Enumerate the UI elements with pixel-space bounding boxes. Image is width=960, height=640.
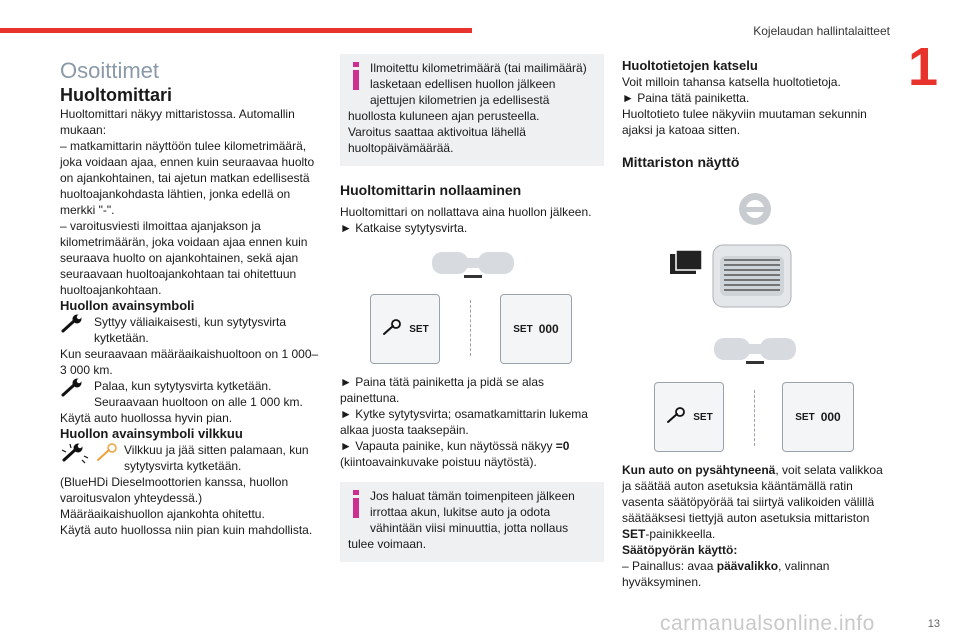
wrench-icon <box>60 314 94 338</box>
button-label: SET <box>693 411 713 423</box>
button-label: SET <box>409 323 429 335</box>
counter-label: 000 <box>820 410 841 424</box>
paragraph: ► Paina tätä painiketta. <box>622 91 750 105</box>
intro-text: Huoltomittari näkyy mittaristossa. Automallin mukaan: <box>60 107 295 137</box>
button-label: SET <box>513 323 533 335</box>
text-run: , voit selata valikkoa ja säätää auton asetuksia kääntämällä ratin vasenta säätöpyörää tai siirtyä valikoiden välillä säätääksesi tiettyjä auton asetuksia mittariston <box>622 463 883 525</box>
bullet-text: – matkamittarin näyttöön tulee kilometrimäärä, joka voidaan ajaa, ennen kuin seuraavaa huolto on ajankohtainen, tai ajetun matkan edellisestä huoltoajankohdasta lähtien, jonka edellä on merkki "-". <box>60 139 315 217</box>
subheading-wrench-flashing: Huollon avainsymboli vilkkuu <box>60 426 243 441</box>
paragraph: Voit milloin tahansa katsella huoltotietoja. <box>622 75 841 89</box>
paragraph: Huoltomittari on nollattava aina huollon jälkeen. <box>340 205 592 219</box>
wrench-icon <box>665 407 687 428</box>
icon-paragraph <box>60 442 324 474</box>
divider <box>754 390 755 446</box>
heading-view-service: Huoltotietojen katselu <box>622 58 758 73</box>
bold-run: Kun auto on pysähtyneenä <box>622 463 776 477</box>
thumbwheel-icon <box>712 244 792 313</box>
paragraph <box>622 462 888 542</box>
subheading-wrench-symbol: Huollon avainsymboli <box>60 298 195 313</box>
paragraph: Määräaikaishuollon ajankohta ohitettu. <box>60 507 265 521</box>
bold-run: päävalikko <box>716 559 779 573</box>
trip-reset-button[interactable] <box>782 382 854 452</box>
chapter-number: 1 <box>907 37 938 97</box>
paragraph: ► Paina tätä painiketta ja pidä se alas painettuna. <box>340 375 545 405</box>
paragraph: Käytä auto huollossa niin pian kuin mahdollista. <box>60 523 313 537</box>
info-box <box>340 54 604 166</box>
watermark: carmanualsonline.info <box>660 612 875 635</box>
steering-wheel-icon <box>736 190 774 233</box>
paragraph: Käytä auto huollossa hyvin pian. <box>60 411 233 425</box>
info-text: Jos haluat tämän toimenpiteen jälkeen irrottaa akun, lukitse auto ja odota vähintään viisi minuuttia, jotta nollaus tulee voimaan. <box>348 489 575 551</box>
info-box <box>340 482 604 562</box>
divider <box>470 300 471 356</box>
paragraph <box>622 558 888 590</box>
header-accent-bar <box>0 28 472 33</box>
paragraph: Kun seuraavaan määräaikaishuoltoon on 1 000–3 000 km. <box>60 347 319 377</box>
bold-run: SET <box>622 527 646 541</box>
counter-label: 000 <box>538 322 559 336</box>
text-run: ► Vapauta painike, kun näytössä näkyy <box>340 439 556 453</box>
info-icon <box>348 488 366 522</box>
paragraph: (BlueHDi Dieselmoottorien kanssa, huollon varoitusvalon yhteydessä.) <box>60 475 289 505</box>
paragraph: Palaa, kun sytytysvirta kytketään. Seuraavaan huoltoon on alle 1 000 km. <box>94 379 303 409</box>
paragraph <box>340 438 604 470</box>
heading-reset: Huoltomittarin nollaaminen <box>340 182 522 198</box>
column-2 <box>340 54 604 236</box>
wrench-icon <box>381 319 403 340</box>
text-run: -painikkeella. <box>645 527 716 541</box>
icon-paragraph <box>60 314 324 346</box>
column-1 <box>60 58 324 538</box>
bold-value: =0 <box>555 439 570 453</box>
column-3 <box>622 58 888 176</box>
info-text: Varoitus saattaa aktivoitua lähellä huoltopäivämäärää. <box>348 125 526 155</box>
service-reset-button[interactable] <box>654 382 724 452</box>
heading-service-indicator: Huoltomittari <box>60 85 172 105</box>
column-2-lower <box>340 374 604 562</box>
button-label: SET <box>795 411 815 423</box>
running-header: Kojelaudan hallintalaitteet <box>753 24 890 38</box>
paragraph: Vilkkuu ja jää sitten palamaan, kun sytytysvirta kytketään. <box>124 443 309 473</box>
bullet-text: – varoitusviesti ilmoittaa ajanjakson ja kilometrimäärän, joka voidaan ajaa ennen kuin seuraava huolto on ajankohtainen, sekä ajan seuraavaan huoltoajankohtaan tai ohitettuun huoltoajankohtaan. <box>60 219 308 297</box>
paragraph <box>622 542 888 558</box>
text-run: , valinnan hyväksyminen. <box>622 559 830 589</box>
paragraph: Syttyy väliaikaisesti, kun sytytysvirta kytketään. <box>94 315 287 345</box>
icon-paragraph <box>60 378 324 410</box>
info-icon <box>348 60 366 94</box>
bold-run: Säätöpyörän käyttö: <box>622 543 738 557</box>
text-run: (kiintoavainkuvake poistuu näytöstä). <box>340 455 537 469</box>
section-title: Osoittimet <box>60 58 160 83</box>
trip-reset-button[interactable] <box>500 294 572 364</box>
service-reset-button[interactable] <box>370 294 440 364</box>
paragraph: ► Katkaise sytytysvirta. <box>340 221 468 235</box>
info-text: Ilmoitettu kilometrimäärä (tai mailimäärä) lasketaan edellisen huollon jälkeen ajettujen kilometrien ja edellisestä huollosta kuluneen ajan perusteella. <box>348 61 587 123</box>
steering-controls-illustration <box>712 334 798 373</box>
text-run: – Painallus: avaa <box>622 559 717 573</box>
column-3-lower <box>622 462 888 590</box>
heading-instrument-display: Mittariston näyttö <box>622 154 740 170</box>
display-screens-icon <box>668 244 708 289</box>
steering-controls-illustration <box>430 248 516 287</box>
flashing-wrench-icon <box>60 442 124 468</box>
paragraph: ► Kytke sytytysvirta; osamatkamittarin lukema alkaa juosta taaksepäin. <box>340 407 588 437</box>
wrench-icon <box>60 378 94 402</box>
page-number: 13 <box>927 618 940 630</box>
paragraph: Huoltotieto tulee näkyviin muutaman sekunnin ajaksi ja katoaa sitten. <box>622 107 867 137</box>
